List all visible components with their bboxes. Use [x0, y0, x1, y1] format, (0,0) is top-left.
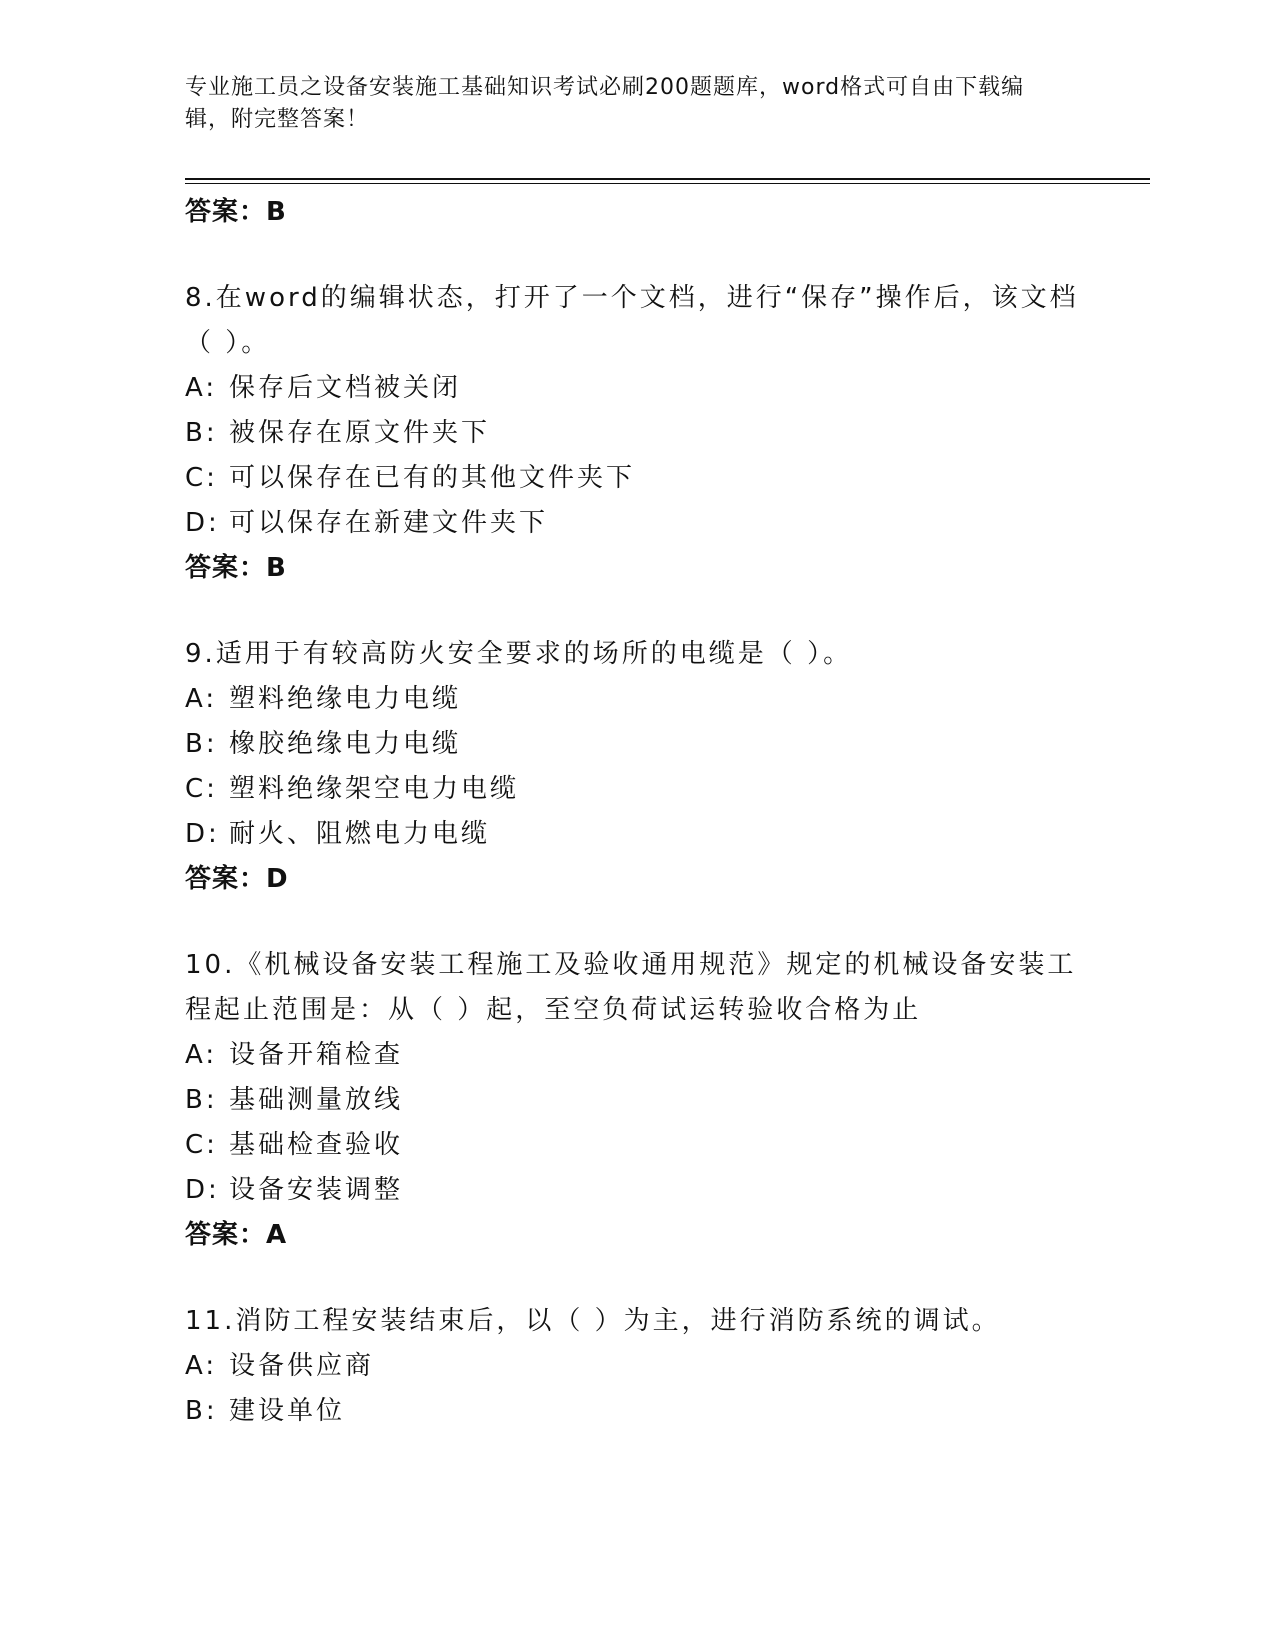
option-key: A:	[185, 373, 218, 403]
option-b	[185, 1389, 1085, 1434]
option-c	[185, 456, 1085, 501]
option-text: 耐火、阻燃电力电缆	[229, 819, 491, 849]
option-key: B:	[185, 1396, 218, 1426]
option-text: 塑料绝缘架空电力电缆	[229, 774, 520, 804]
option-key: B:	[185, 418, 218, 448]
option-c	[185, 767, 1085, 812]
option-text: 设备开箱检查	[229, 1040, 404, 1070]
header-divider-thick	[185, 178, 1150, 180]
option-b	[185, 1078, 1085, 1123]
option-key: B:	[185, 729, 218, 759]
option-text: 设备安装调整	[229, 1175, 404, 1205]
answer-line: 答案：A	[185, 1220, 288, 1250]
option-c	[185, 1123, 1085, 1168]
option-a	[185, 366, 1085, 411]
question-text: 11.消防工程安装结束后，以（ ）为主，进行消防系统的调试。	[185, 1306, 1001, 1336]
option-text: 可以保存在已有的其他文件夹下	[229, 463, 636, 493]
option-a	[185, 677, 1085, 722]
option-text: 可以保存在新建文件夹下	[229, 508, 549, 538]
option-key: D:	[185, 1175, 220, 1205]
option-key: C:	[185, 774, 218, 804]
question-text: 9.适用于有较高防火安全要求的场所的电缆是（ ）。	[185, 639, 853, 669]
option-text: 保存后文档被关闭	[229, 373, 462, 403]
spacer	[185, 234, 1085, 276]
option-key: A:	[185, 1040, 218, 1070]
option-key: D:	[185, 508, 220, 538]
question-9	[185, 632, 1085, 901]
option-text: 橡胶绝缘电力电缆	[229, 729, 462, 759]
option-b	[185, 722, 1085, 767]
option-d	[185, 812, 1085, 857]
answer-line: 答案：D	[185, 864, 289, 894]
option-text: 设备供应商	[229, 1351, 375, 1381]
spacer	[185, 590, 1085, 632]
question-8	[185, 276, 1085, 590]
header-divider-thin	[185, 183, 1150, 184]
answer-line: 答案：B	[185, 197, 287, 227]
option-key: A:	[185, 1351, 218, 1381]
question-text: 8.在word的编辑状态，打开了一个文档，进行“保存”操作后，该文档（ ）。	[185, 283, 1079, 358]
option-key: A:	[185, 684, 218, 714]
answer-line: 答案：B	[185, 553, 287, 583]
question-text: 10.《机械设备安装工程施工及验收通用规范》规定的机械设备安装工程起止范围是：从（ ）起，至空负荷试运转验收合格为止	[185, 950, 1077, 1025]
option-d	[185, 501, 1085, 546]
document-header: 专业施工员之设备安装施工基础知识考试必刷200题题库，word格式可自由下载编辑，附完整答案！	[185, 75, 1025, 132]
option-key: C:	[185, 463, 218, 493]
spacer	[185, 1257, 1085, 1299]
option-text: 塑料绝缘电力电缆	[229, 684, 462, 714]
option-a	[185, 1344, 1085, 1389]
option-key: D:	[185, 819, 220, 849]
spacer	[185, 901, 1085, 943]
option-key: C:	[185, 1130, 218, 1160]
option-a	[185, 1033, 1085, 1078]
document-body	[185, 190, 1085, 1434]
option-text: 基础检查验收	[229, 1130, 404, 1160]
option-d	[185, 1168, 1085, 1213]
option-text: 被保存在原文件夹下	[229, 418, 491, 448]
option-text: 基础测量放线	[229, 1085, 404, 1115]
option-b	[185, 411, 1085, 456]
question-10	[185, 943, 1085, 1257]
question-11	[185, 1299, 1085, 1434]
option-text: 建设单位	[229, 1396, 346, 1426]
option-key: B:	[185, 1085, 218, 1115]
